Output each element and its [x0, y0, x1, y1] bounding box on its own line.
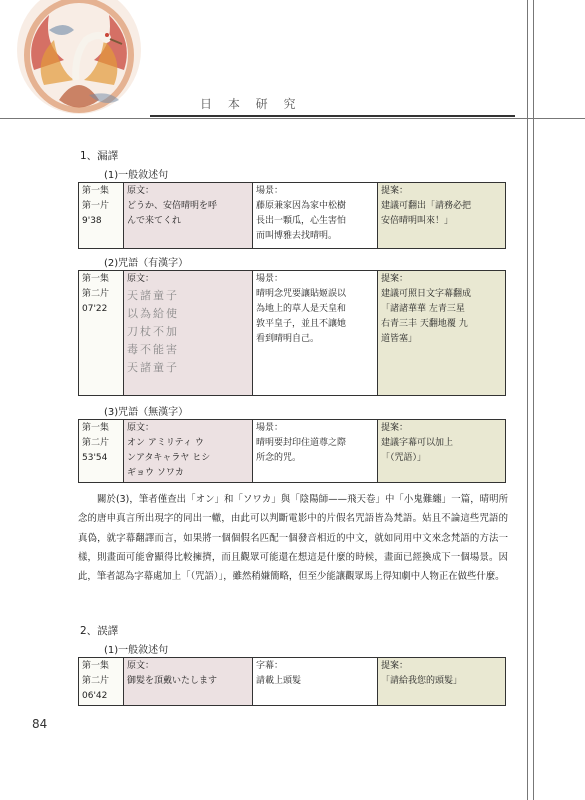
proposal-text: 「請給我您的頭髮」	[381, 676, 463, 686]
original-text: 天諸童子 以為給使 刀杖不加 毒不能害 天諸童子	[127, 289, 179, 374]
proposal-label: 提案：	[381, 423, 409, 433]
scene-text: 藤原兼家因為家中松樹 長出一顆瓜，心生害怕 而叫博雅去找晴明。	[256, 201, 347, 241]
episode-cell: 第一集 第二片 07'22	[82, 274, 110, 314]
original-text: 御髪を頂戴いたします	[127, 676, 218, 686]
body-paragraph: 關於(3)，筆者僅查出「オン」和「ソワカ」與「陰陽師——飛天卷」中「小鬼難纏」一篇，晴明所念的唐申真言所出現字的同出一轍，由此可以判斷電影中的片假名咒語皆為梵語。姑且不論這些咒語的真偽，就字幕翻譯而言，如果將一個個假名匹配一個發音相近的中文，就如同用中文來念梵語的方法一樣，則畫面可能會顯得比較擁擠，而且觀眾可能還在想這是什麼的時候，畫面已經換成下一個場景。因此，筆者認為字幕處加上「（咒語）」，雖然稍嫌簡略，但至少能讓觀眾馬上得知劇中人物正在做些什麼。	[78, 494, 508, 583]
proposal-text: 建議可翻出「請務必把 安倍晴明叫來！」	[381, 201, 472, 226]
translation-table	[78, 270, 506, 396]
section-heading: 2、誤譯	[80, 625, 119, 637]
episode-cell: 第一集 第一片 9'38	[82, 186, 110, 226]
crop-mark-vertical	[527, 0, 528, 800]
original-label: 原文：	[127, 186, 155, 196]
episode-cell: 第一集 第二片 53'54	[82, 423, 110, 463]
proposal-label: 提案：	[381, 274, 409, 284]
scene-label: 場景：	[256, 423, 284, 433]
proposal-text: 建議可照日文字幕翻成 「諸諸華華 左青三星 右青三丰 天翻地覆 九 道皆塞」	[381, 289, 472, 344]
scene-label: 場景：	[256, 274, 284, 284]
scene-text: 晴明念咒要讓貼姬誤以 為地上的草人是天皇和 敦平皇子，並且不讓她 看到晴明自己。	[256, 289, 347, 344]
proposal-label: 提案：	[381, 186, 409, 196]
translation-table	[78, 419, 506, 483]
table-subheading: (1)一般敘述句	[104, 170, 169, 181]
running-header-title: 日 本 研 究	[200, 97, 302, 111]
scene-text: 請載上頭髮	[256, 676, 302, 686]
episode-cell: 第一集 第二片 06'42	[82, 661, 110, 701]
translation-table	[78, 657, 506, 706]
scene-text: 晴明要封印住道尊之際 所念的咒。	[256, 438, 347, 463]
table-subheading: (2)咒語（有漢字）	[104, 258, 189, 269]
translation-table	[78, 182, 506, 249]
section-heading: 1、漏譯	[80, 150, 119, 162]
table-subheading: (1)一般敘述句	[104, 645, 169, 656]
scene-label: 場景：	[256, 186, 284, 196]
crane-crest-image	[14, 0, 144, 120]
proposal-label: 提案：	[381, 661, 409, 671]
header-rule	[150, 115, 515, 117]
original-label: 原文：	[127, 661, 155, 671]
table-subheading: (3)咒語（無漢字）	[104, 407, 189, 418]
original-label: 原文：	[127, 274, 155, 284]
original-text: オン アミリティ ウ ンアタキャラヤ ヒシ ギョウ ソワカ	[127, 438, 211, 478]
page-number: 84	[32, 717, 48, 731]
proposal-text: 建議字幕可以加上 「（咒語）」	[381, 438, 454, 463]
scene-label: 字幕：	[256, 661, 284, 671]
original-text: どうか、安倍晴明を呼 んで来てくれ	[127, 201, 218, 226]
original-label: 原文：	[127, 423, 155, 433]
crop-mark-vertical	[533, 0, 534, 800]
